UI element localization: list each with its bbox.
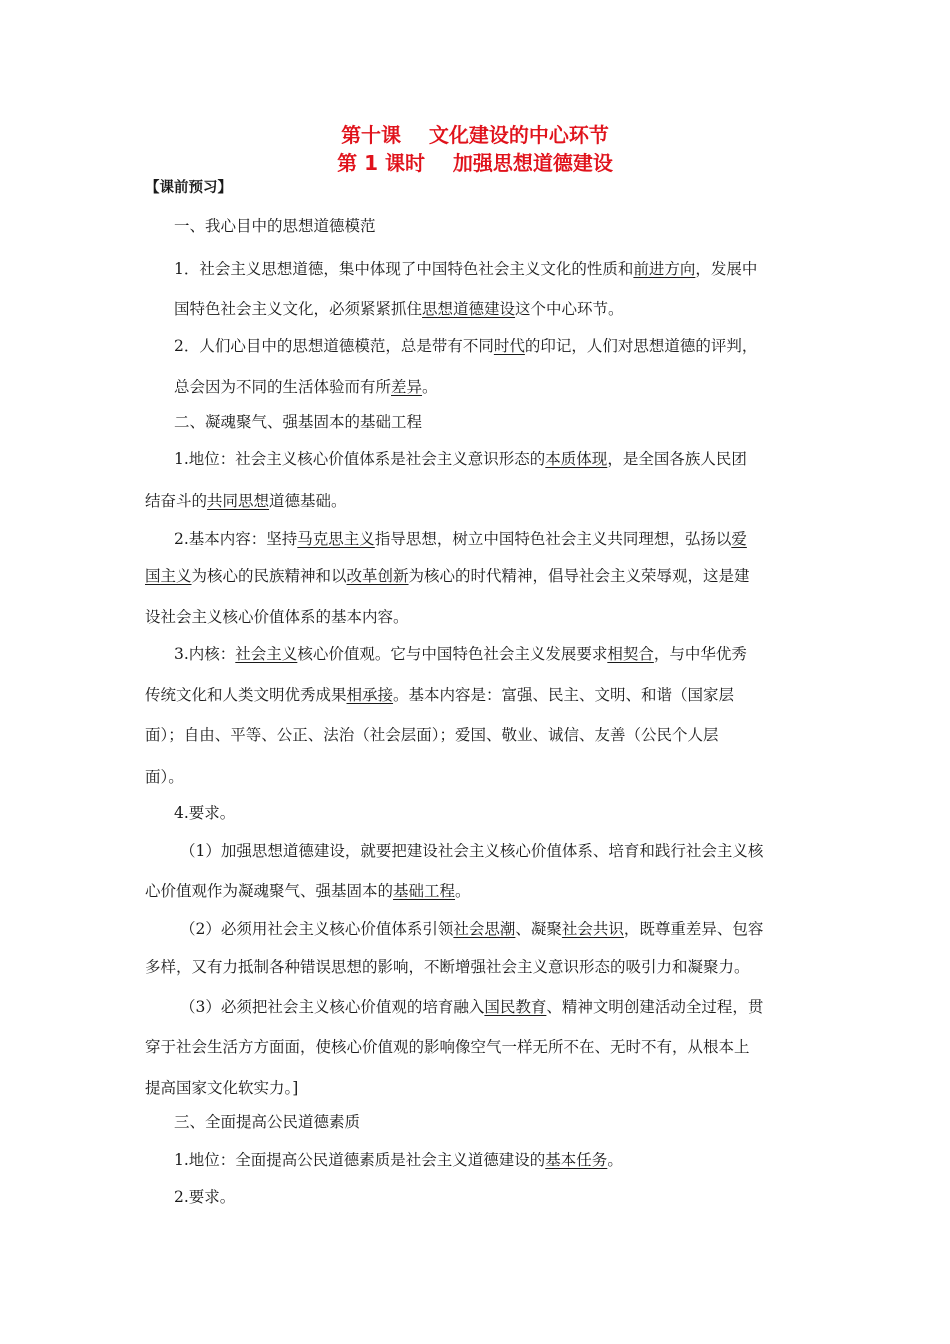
text-segment: （1）加强思想道德建设，就要把建设社会主义核心价值体系、培育和践行社会主义核 [180, 842, 764, 860]
text-line [145, 1077, 298, 1099]
text-line [174, 298, 624, 320]
text-segment: ，既尊重差异、包容 [623, 920, 764, 938]
text-line [180, 996, 763, 1018]
text-segment: 总会因为不同的生活体验而有所 [174, 378, 392, 396]
text-line [145, 565, 750, 587]
text-segment: 穿于社会生活方方面面，使核心价值观的影响像空气一样无所不在、无时不有，从根本上 [145, 1038, 750, 1056]
answer-blank: 差异 [391, 378, 423, 396]
text-segment: 、凝聚 [515, 920, 562, 938]
text-line [174, 448, 747, 470]
answer-blank: 社会思潮 [453, 920, 516, 938]
text-segment: 提高国家文化软实力。] [145, 1079, 299, 1097]
text-segment: 、精神文明创建活动全过程，贯 [546, 998, 764, 1016]
text-segment: 。 [607, 1151, 623, 1169]
text-segment: 2．人们心目中的思想道德模范，总是带有不同 [174, 337, 494, 355]
text-segment: 。 [422, 378, 438, 396]
answer-blank: 马克思主义 [297, 530, 375, 548]
text-segment: 这个中心环节。 [515, 300, 624, 318]
answer-blank: 前进方向 [633, 260, 696, 278]
text-line [174, 376, 438, 398]
text-segment: 2.基本内容：坚持 [174, 530, 298, 548]
text-segment: 。基本内容是：富强、民主、文明、和谐（国家层 [393, 686, 735, 704]
lesson-subtitle: 第 1 课时 加强思想道德建设 [337, 151, 613, 175]
text-segment: 4.要求。 [174, 804, 236, 822]
text-segment: 1．社会主义思想道德，集中体现了中国特色社会主义文化的性质和 [174, 260, 634, 278]
answer-blank: 相契合 [607, 645, 654, 663]
answer-blank: 改革创新 [346, 567, 409, 585]
text-segment: 指导思想，树立中国特色社会主义共同理想，弘扬以 [374, 530, 732, 548]
text-segment: 国特色社会主义文化，必须紧紧抓住 [174, 300, 423, 318]
text-line [174, 335, 757, 357]
text-segment: ，是全国各族人民团 [607, 450, 747, 468]
text-segment: ，与中华优秀 [653, 645, 747, 663]
answer-blank: 社会主义 [235, 645, 298, 663]
text-segment: 一、我心目中的思想道德模范 [174, 217, 376, 235]
text-segment: （2）必须用社会主义核心价值体系引领 [180, 920, 454, 938]
text-segment: 3.内核： [174, 645, 236, 663]
text-line [180, 840, 763, 862]
answer-blank: 基础工程 [393, 882, 456, 900]
answer-blank: 时代 [493, 337, 525, 355]
text-line [174, 802, 235, 824]
answer-blank: 相承接 [346, 686, 394, 704]
section-label: 【课前预习】 [145, 180, 232, 196]
text-segment: 。 [455, 882, 471, 900]
text-segment: 核心价值观。它与中国特色社会主义发展要求 [297, 645, 608, 663]
text-line [145, 766, 184, 788]
text-segment: 的印记，人们对思想道德的评判， [524, 337, 758, 355]
text-segment: （3）必须把社会主义核心价值观的培育融入 [180, 998, 485, 1016]
text-line [174, 1186, 235, 1208]
text-line [145, 724, 719, 746]
text-line [174, 1149, 623, 1171]
text-segment: 结奋斗的 [145, 492, 208, 510]
text-segment: 2.要求。 [174, 1188, 236, 1206]
text-segment: 1.地位：社会主义核心价值体系是社会主义意识形态的 [174, 450, 546, 468]
text-segment: 道德基础。 [269, 492, 347, 510]
text-line [145, 606, 409, 628]
answer-blank: 基本任务 [545, 1151, 608, 1169]
text-segment: 为核心的民族精神和以 [191, 567, 347, 585]
text-line [145, 956, 750, 978]
text-line [174, 643, 747, 665]
text-line [145, 490, 347, 512]
text-segment: 设社会主义核心价值体系的基本内容。 [145, 608, 409, 626]
text-segment: 为核心的时代精神，倡导社会主义荣辱观，这是建 [408, 567, 750, 585]
text-line [174, 411, 422, 433]
answer-blank: 思想道德建设 [422, 300, 516, 318]
text-segment: 多样，又有力抵制各种错误思想的影响，不断增强社会主义意识形态的吸引力和凝聚力。 [145, 958, 750, 976]
answer-blank: 社会共识 [561, 920, 624, 938]
answer-blank: 爱 [731, 530, 747, 548]
text-segment: 二、凝魂聚气、强基固本的基础工程 [174, 413, 423, 431]
text-segment: 1.地位：全面提高公民道德素质是社会主义道德建设的 [174, 1151, 546, 1169]
text-segment: 心价值观作为凝魂聚气、强基固本的 [145, 882, 394, 900]
text-line [145, 1036, 750, 1058]
text-line [145, 684, 734, 706]
text-line [174, 258, 757, 280]
text-line [145, 880, 471, 902]
text-segment: 传统文化和人类文明优秀成果 [145, 686, 347, 704]
text-segment: ，发展中 [695, 260, 758, 278]
text-segment: 面）；自由、平等、公正、法治（社会层面）；爱国、敬业、诚信、友善（公民个人层 [145, 726, 719, 744]
text-line [174, 1111, 360, 1133]
text-line [174, 215, 376, 237]
text-line [180, 918, 763, 940]
lesson-title: 第十课 文化建设的中心环节 [341, 123, 609, 147]
answer-blank: 国民教育 [484, 998, 547, 1016]
answer-blank: 共同思想 [207, 492, 270, 510]
text-segment: 面）。 [145, 768, 184, 786]
answer-blank: 国主义 [145, 567, 192, 585]
text-segment: 三、全面提高公民道德素质 [174, 1113, 361, 1131]
answer-blank: 本质体现 [545, 450, 608, 468]
text-line [174, 528, 747, 550]
